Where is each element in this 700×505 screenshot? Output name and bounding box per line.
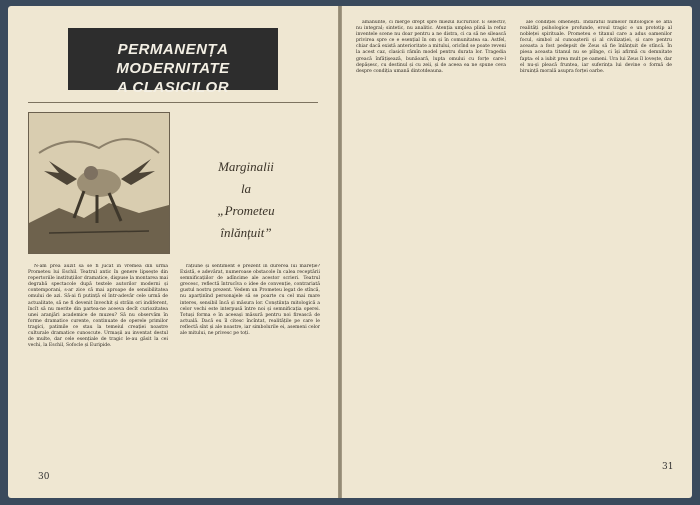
article-title-line-1: PERMANENȚA MODERNITATE [116, 41, 230, 77]
left-column-1 [28, 264, 168, 464]
left-column-2-text: rațiune și sentiment e prezent în durerea lui măreție? Există, e adevărat, numeroase obstacole în calea receptării semnificațiilor de adîncime ale acestor scrieri. Teatrul grecesc, reflectă întrucîva o idee de convenție, contrariată gustul nostru prezent. Vedem un Prometeu legat de stîncă, nu aparținînd personajele să se poarte cu cel mai mare interes, sensibil încă și măsura lor. Conștiința mitologică a celor vechi este interpusă între noi și semnificația operei. Totuși forma e în aceeași măsură pentru noi firească de actuală. Dacă eu îl citesc încîntat, realitățile pe care le reflectă sînt și ale noastre, iar simbolurile ei, asemeni celor ale mitului, ne privesc pe toți. [180, 264, 320, 337]
prometheus-engraving-icon [29, 113, 169, 253]
right-column-1 [356, 20, 506, 460]
left-column-1-text: N-am prea auzit să se fi jucat în vremea din urmă Prometeu lui Eschil. Teatrul antic în genere lipsește din repertoriile instituțiilor dramatice, dispuse la montarea mai degrabă spectacole după textele autorilor moderni și contemporani, s-ar zice că mai aproape de sensibilitatea omului de azi. Să-ai fi putință el într-adevăr cele urmă de actualitate, să ne fi devenit învechit și străin ori indiferent, încît să nu merite din partea-ne aceeva decît curiozitatea unei aranjări academice de muzeu? Să nu observăm în forme dramatice curente, continuate de operele primilor tragici, patimile ce stau la temeiul creației noastre culturale dramatice cunoscute. Urmașii au inventat destul de multe, dar cele esențiale de tragic le-au găsit la cei vechi, la Eschil, Sofocle și Euripide. [28, 264, 168, 349]
title-divider [28, 102, 318, 103]
article-title-line-2: A CLASICILOR [116, 79, 230, 96]
left-column-2 [180, 264, 320, 464]
left-page [8, 6, 338, 498]
right-column-1-text: amănunte, ci merge drept spre miezul lucrurilor. E selectiv, nu integral; sintetic, nu analitic. Atenția umplea plină la refuz inventele scene nu doar pentru a ne distra, ci ca să ne silească privirea spre ce e esențial în om și în comunitatea sa. Astfel, chiar dacă există anterioritate a mitului, oricînd se poate reveni la acest caz, clasicii rămîn model pentru durata lor. Tragedia greacă înfățișează, bunăoară, lupta omului cu forțe care-l depășesc, cu destinul și cu zeii, și de aceea ea ne spune ceva despre condiția umană dintotdeauna. [356, 20, 506, 74]
right-column-2 [520, 20, 672, 460]
marginalia-line-1: Marginalii [218, 159, 274, 174]
marginalia-line-2: la [240, 181, 252, 196]
right-column-2-text: ale condiției omenești. Indărătul numelor mitologice se află realități psihologice profunde, eroul tragic e un prototip al nobleței spirituale. Prometeu e titanul care a adus oamenilor focul, simbol al cunoașterii și al civilizației, și care pentru aceasta a fost pedepsit de Zeus să fie înlănțuit de stîncă. În piesa aceasta titanul nu se plînge, ci își afirmă cu demnitate fapta: el a iubit prea mult pe oameni. Ura lui Zeus îl lovește, dar el nu-și pleacă fruntea, iar suferința lui devine o formă de biruință morală asupra forței oarbe. [520, 20, 672, 74]
article-title-box [68, 28, 278, 96]
marginalia-line-4: înlănțuit” [220, 225, 272, 240]
right-page-number: 31 [662, 462, 674, 472]
left-page-number: 30 [38, 472, 50, 482]
prometheus-illustration [28, 112, 170, 254]
marginalia-line-3: „Prometeu [217, 203, 275, 218]
marginalia-heading [186, 156, 306, 244]
right-page [342, 6, 692, 498]
